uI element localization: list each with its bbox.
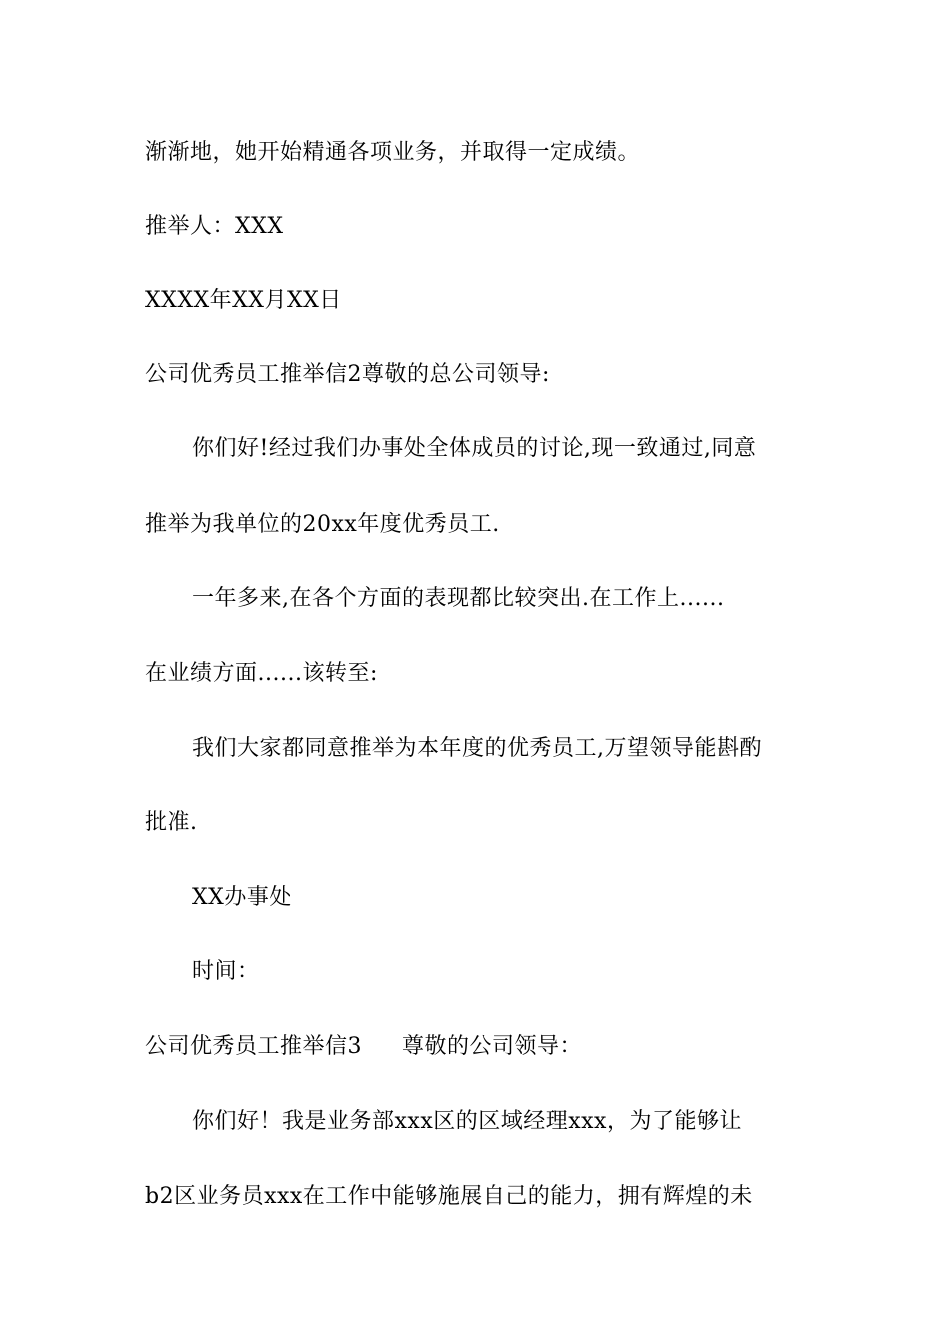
letter-3-title: 公司优秀员工推举信3 bbox=[145, 1034, 362, 1059]
letter-3-salutation: 尊敬的公司领导： bbox=[402, 1034, 583, 1059]
letter-2-heading: 公司优秀员工推举信2尊敬的总公司领导: bbox=[145, 362, 550, 387]
paragraph-line: 在业绩方面......该转至: bbox=[145, 661, 378, 686]
paragraph-line: 一年多来,在各个方面的表现都比较突出.在工作上...... bbox=[192, 586, 725, 611]
paragraph-line: 渐渐地，她开始精通各项业务，并取得一定成绩。 bbox=[145, 140, 641, 165]
recommender-line: 推举人：XXX bbox=[145, 214, 284, 239]
paragraph-line: 推举为我单位的20xx年度优秀员工. bbox=[145, 512, 500, 537]
paragraph-line: 我们大家都同意推举为本年度的优秀员工,万望领导能斟酌 bbox=[192, 736, 762, 761]
letter-3-heading bbox=[145, 1032, 810, 1062]
date-line: XXXX年XX月XX日 bbox=[145, 288, 342, 313]
paragraph-line: 批准. bbox=[145, 810, 198, 835]
time-line: 时间： bbox=[192, 959, 260, 984]
office-signature-line: XX办事处 bbox=[192, 885, 292, 910]
paragraph-line: b2区业务员xxx在工作中能够施展自己的能力，拥有辉煌的未 bbox=[145, 1184, 753, 1209]
paragraph-line: 你们好!经过我们办事处全体成员的讨论,现一致通过,同意 bbox=[192, 436, 757, 461]
paragraph-line: 你们好！我是业务部xxx区的区域经理xxx，为了能够让 bbox=[192, 1109, 742, 1134]
